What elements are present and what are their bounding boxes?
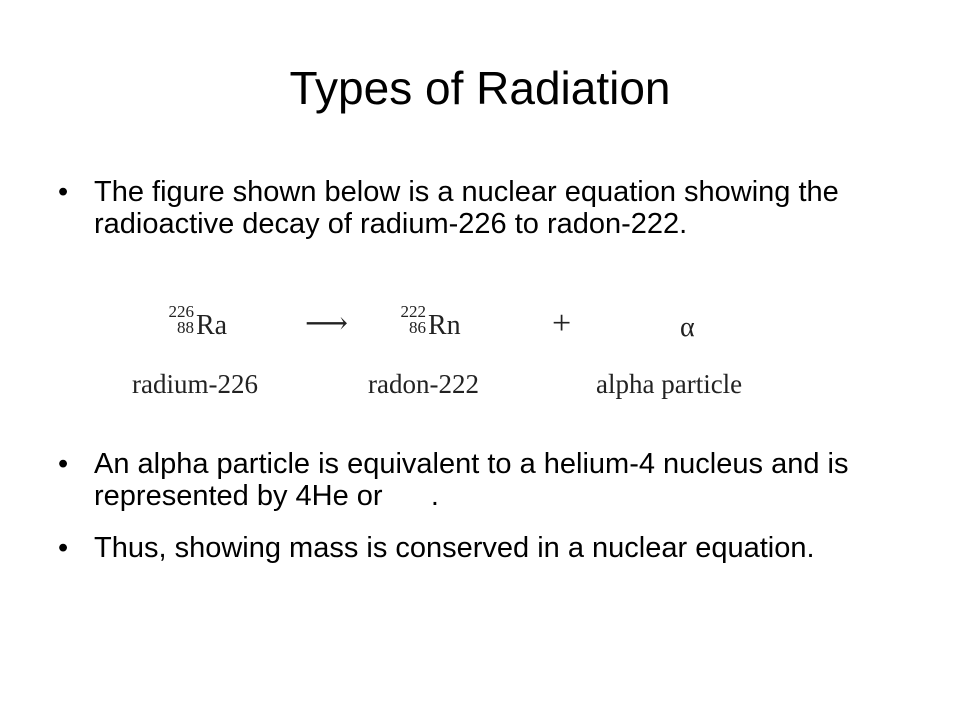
bullet-text: The figure shown below is a nuclear equation showing the radioactive decay of radium-226 to radon-222. [94,176,839,240]
nuclear-equation-figure [120,300,820,412]
radium-atomic-number: 88 [177,318,194,337]
plus-sign: + [552,305,572,342]
radium-mass-number: 226 [168,302,194,321]
bullet-icon: • [58,176,69,208]
reaction-arrow-icon: ⟶ [305,307,349,340]
slide-title: Types of Radiation [289,62,671,114]
bullet-icon: • [58,448,69,480]
bullet-text: An alpha particle is equivalent to a helium-4 nucleus and is represented by 4He or . [94,448,857,512]
radon-label: radon-222 [368,369,479,399]
radon-mass-number: 222 [400,302,426,321]
radon-symbol: Rn [428,310,461,341]
radon-atomic-number: 86 [409,318,426,337]
alpha-particle-label: alpha particle [596,369,743,399]
radium-label: radium-226 [132,369,258,399]
radium-indices [168,304,194,336]
radon-indices [400,304,426,336]
radium-symbol: Ra [196,310,228,341]
alpha-symbol: α [680,312,695,343]
bullet-text: Thus, showing mass is conserved in a nuclear equation. [94,532,815,564]
bullet-icon: • [58,532,69,564]
